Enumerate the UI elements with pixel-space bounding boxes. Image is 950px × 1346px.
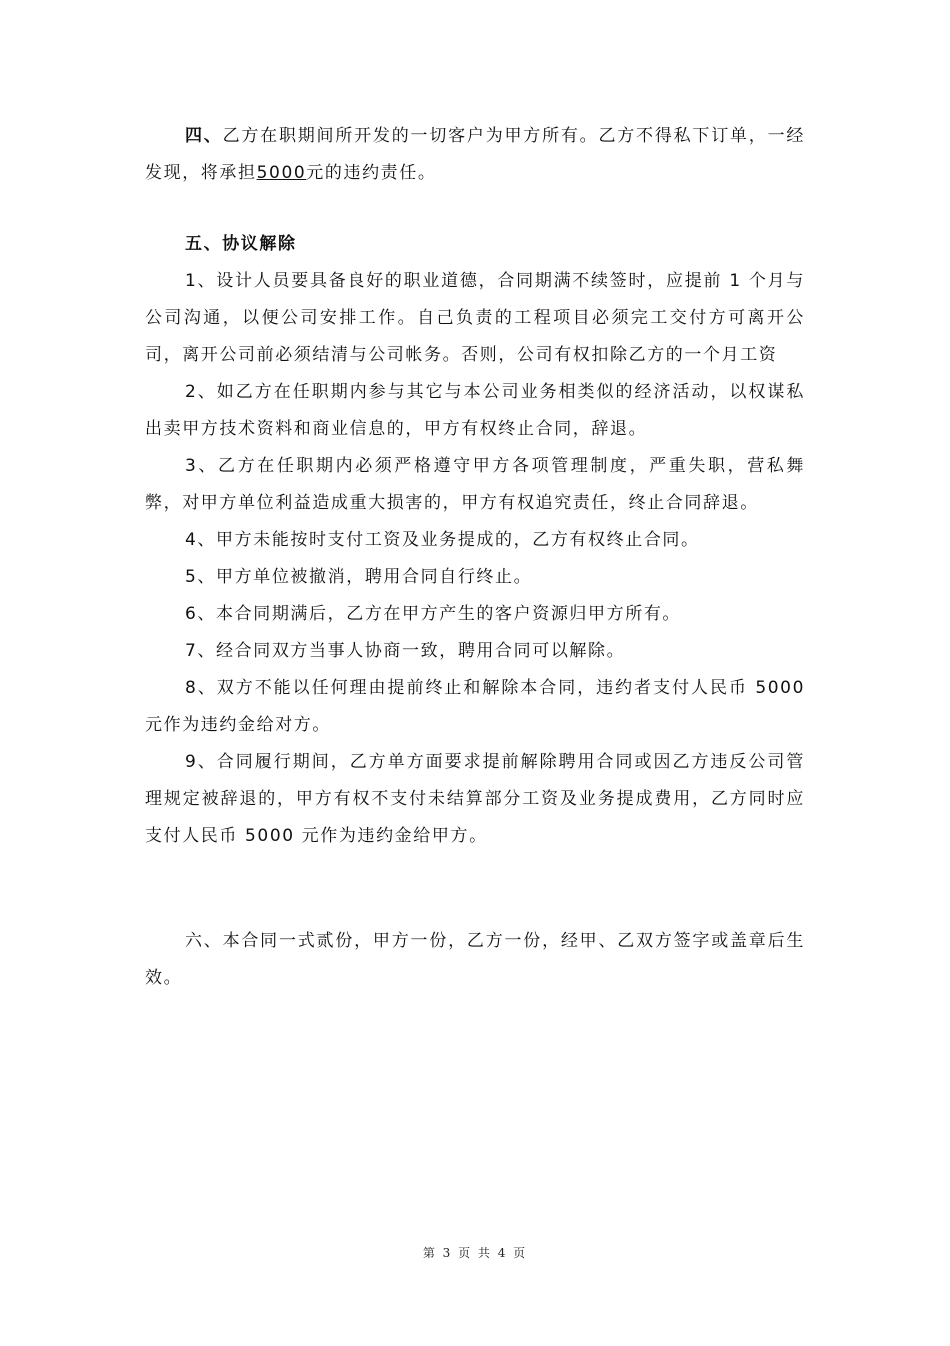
section-5: [145, 226, 805, 855]
section-5-item-6: 6、本合同期满后，乙方在甲方产生的客户资源归甲方所有。: [185, 604, 682, 624]
section-4-text-after: 元的违约责任。: [306, 163, 437, 183]
section-4: [145, 118, 805, 192]
section-5-item-4: 4、甲方未能按时支付工资及业务提成的，乙方有权终止合同。: [185, 530, 700, 550]
section-5-item-2: 2、如乙方在任职期内参与其它与本公司业务相类似的经济活动，以权谋私出卖甲方技术资料和商业信息的，甲方有权终止合同，辞退。: [145, 382, 805, 439]
section-6: [145, 923, 805, 997]
section-5-item-1: 1、设计人员要具备良好的职业道德，合同期满不续签时，应提前 1 个月与公司沟通，以便公司安排工作。自己负责的工程项目必须完工交付方可离开公司，离开公司前必须结清与公司帐务。否则，公司有权扣除乙方的一个月工资: [145, 271, 805, 365]
section-5-item-9: 9、合同履行期间，乙方单方面要求提前解除聘用合同或因乙方违反公司管理规定被辞退的，甲方有权不支付未结算部分工资及业务提成费用，乙方同时应支付人民币 5000 元作为违约金给甲方。: [145, 752, 805, 846]
section-5-item-5: 5、甲方单位被撤消，聘用合同自行终止。: [185, 567, 533, 587]
section-4-paragraph: [145, 118, 805, 192]
page-footer: 第 3 页 共 4 页: [422, 1246, 528, 1260]
section-4-text-before: 乙方在职期间所开发的一切客户为甲方所有。乙方不得私下订单，一经发现，将承担: [145, 126, 805, 183]
section-5-item-7: 7、经合同双方当事人协商一致，聘用合同可以解除。: [185, 641, 626, 661]
section-5-item-3: 3、乙方在任职期内必须严格遵守甲方各项管理制度，严重失职，营私舞弊，对甲方单位利益造成重大损害的，甲方有权追究责任，终止合同辞退。: [145, 456, 805, 513]
section-6-paragraph: 六、本合同一式贰份，甲方一份，乙方一份，经甲、乙双方签字或盖章后生效。: [145, 931, 805, 988]
section-5-item-8: 8、双方不能以任何理由提前终止和解除本合同，违约者支付人民币 5000 元作为违约金给对方。: [145, 678, 805, 735]
section-4-label: 四、: [185, 126, 223, 146]
section-4-amount: 5000: [256, 163, 307, 183]
section-5-heading: 五、协议解除: [185, 234, 297, 254]
